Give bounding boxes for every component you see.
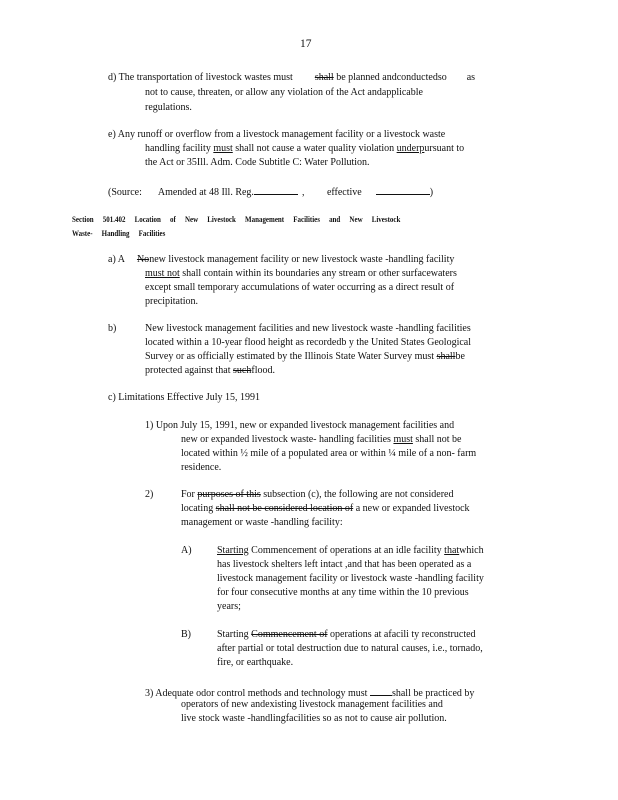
text: a new or expanded livestock — [355, 503, 470, 514]
struck-text: Commencement of — [251, 629, 328, 640]
item-c-3-line-2: operators of new andexisting livestock management facilities and — [181, 699, 443, 710]
inserted-text: that — [444, 545, 460, 556]
blank-line — [254, 184, 298, 195]
item-c-2-line-1 — [181, 489, 453, 501]
paragraph-e-label: e) — [108, 129, 116, 140]
item-B-line-1 — [217, 629, 476, 641]
item-A-line-5: years; — [217, 601, 241, 612]
paragraph-d-line-3: regulations. — [145, 102, 192, 113]
section-heading-line-1: Section 501.402 Location of New Livestock Management Facilities and New Livestock — [72, 214, 401, 224]
blank-line — [376, 184, 430, 195]
item-c-1-line-1: 1) Upon July 15, 1991, new or expanded livestock management facilities and — [145, 420, 455, 431]
text: effective — [326, 187, 362, 198]
blank-line — [370, 685, 392, 696]
page-number: 17 — [300, 38, 312, 50]
subsection-a-line-3: except small temporary accumulations of water occurring as a direct result of — [145, 282, 455, 293]
item-A-line-3: livestock management facility or livestock waste -handling facility — [217, 573, 484, 584]
text: as — [466, 72, 476, 83]
text: Commencement of operations at an idle facility — [251, 545, 442, 556]
text: locating — [181, 503, 214, 514]
text: Survey or as officially estimated by the Illinois State Water Survey must — [145, 351, 435, 362]
inserted-text: must not — [145, 268, 180, 279]
text: be planned andconductedso — [336, 72, 447, 83]
item-c-1-line-4: residence. — [181, 462, 222, 473]
subsection-b-line-3 — [145, 351, 465, 363]
item-c-3-line-3: live stock waste -handlingfacilities so as not to cause air pollution. — [181, 713, 447, 724]
paragraph-d-label: d) — [108, 72, 117, 83]
subsection-a-line-2 — [145, 268, 457, 280]
paragraph-e-line-1 — [108, 129, 445, 141]
item-c-2-line-2 — [181, 503, 470, 515]
paragraph-e-line-3: the Act or 35Ill. Adm. Code Subtitle C: Water Pollution. — [145, 157, 370, 168]
paragraph-e-line-2 — [145, 143, 464, 155]
item-A-line-1 — [217, 545, 484, 557]
subsection-b-line-2: located within a 10-year flood height as recordedb y the United States Geological — [145, 337, 472, 348]
text: shall not cause a water quality violation — [235, 143, 395, 154]
subsection-b-label: b) — [108, 323, 117, 334]
text: which — [459, 545, 484, 556]
text: flood. — [251, 365, 275, 376]
text: shall be practiced by — [391, 688, 475, 699]
text: 3) Adequate odor control methods and technology must — [145, 688, 368, 699]
inserted-text: Starting — [217, 545, 249, 556]
text: Any runoff or overflow from a livestock management facility or a livestock waste — [117, 129, 446, 140]
inserted-text: underp — [396, 143, 425, 154]
text: The transportation of livestock wastes must — [118, 72, 293, 83]
item-A-line-2: has livestock shelters left intact ,and that has been operated as a — [217, 559, 472, 570]
struck-text: such — [233, 365, 252, 376]
item-c-2-line-3: management or waste -handling facility: — [181, 517, 343, 528]
subsection-a-line-1 — [108, 254, 454, 266]
item-c-3-line-1 — [145, 685, 474, 700]
struck-text: shall — [314, 72, 334, 83]
source-note — [108, 184, 433, 199]
struck-text: purposes of this — [197, 489, 261, 500]
item-c-1-line-2 — [181, 434, 462, 446]
text: Starting — [217, 629, 249, 640]
text: For — [181, 489, 195, 500]
subsection-c-heading: c) Limitations Effective July 15, 1991 — [108, 392, 261, 403]
paragraph-d-line-1 — [108, 72, 475, 84]
item-B-label: B) — [181, 629, 191, 640]
inserted-text: must — [393, 434, 413, 445]
item-c-2-label: 2) — [145, 489, 154, 500]
text: protected against that — [145, 365, 231, 376]
struck-text: shall not be considered location of — [215, 503, 354, 514]
text: Amended at 48 Ill. Reg. — [157, 187, 254, 198]
item-B-line-3: fire, or earthquake. — [217, 657, 294, 668]
text: be — [455, 351, 465, 362]
item-c-1-line-3: located within ½ mile of a populated area or within ¼ mile of a non- farm — [181, 448, 477, 459]
item-A-line-4: for four consecutive months at any time within the 10 previous — [217, 587, 469, 598]
text: shall not be — [415, 434, 462, 445]
paragraph-d-line-2: not to cause, threaten, or allow any violation of the Act andapplicable — [145, 87, 423, 98]
text: shall contain within its boundaries any stream or other surfacewaters — [182, 268, 457, 279]
subsection-b-line-1: New livestock management facilities and new livestock waste -handling facilities — [145, 323, 471, 334]
inserted-text: must — [213, 143, 233, 154]
subsection-b-line-4 — [145, 365, 275, 377]
subsection-a-label: a) A — [108, 254, 125, 265]
text: subsection (c), the following are not considered — [263, 489, 454, 500]
item-A-label: A) — [181, 545, 192, 556]
text: operations at afacili ty reconstructed — [330, 629, 476, 640]
item-B-line-2: after partial or total destruction due to natural causes, i.e., tornado, — [217, 643, 483, 654]
struck-text: No — [136, 254, 150, 265]
text: ursuant to — [424, 143, 465, 154]
text: handling facility — [145, 143, 211, 154]
text: new livestock management facility or new livestock waste -handling facility — [149, 254, 455, 265]
subsection-a-line-4: precipitation. — [145, 296, 199, 307]
section-heading-line-2: Waste- Handling Facilities — [72, 228, 166, 238]
text: ) — [429, 187, 434, 198]
struck-text: shall — [436, 351, 456, 362]
text: , — [301, 187, 305, 198]
text: new or expanded livestock waste- handling facilities — [181, 434, 391, 445]
text: (Source: — [108, 187, 142, 198]
